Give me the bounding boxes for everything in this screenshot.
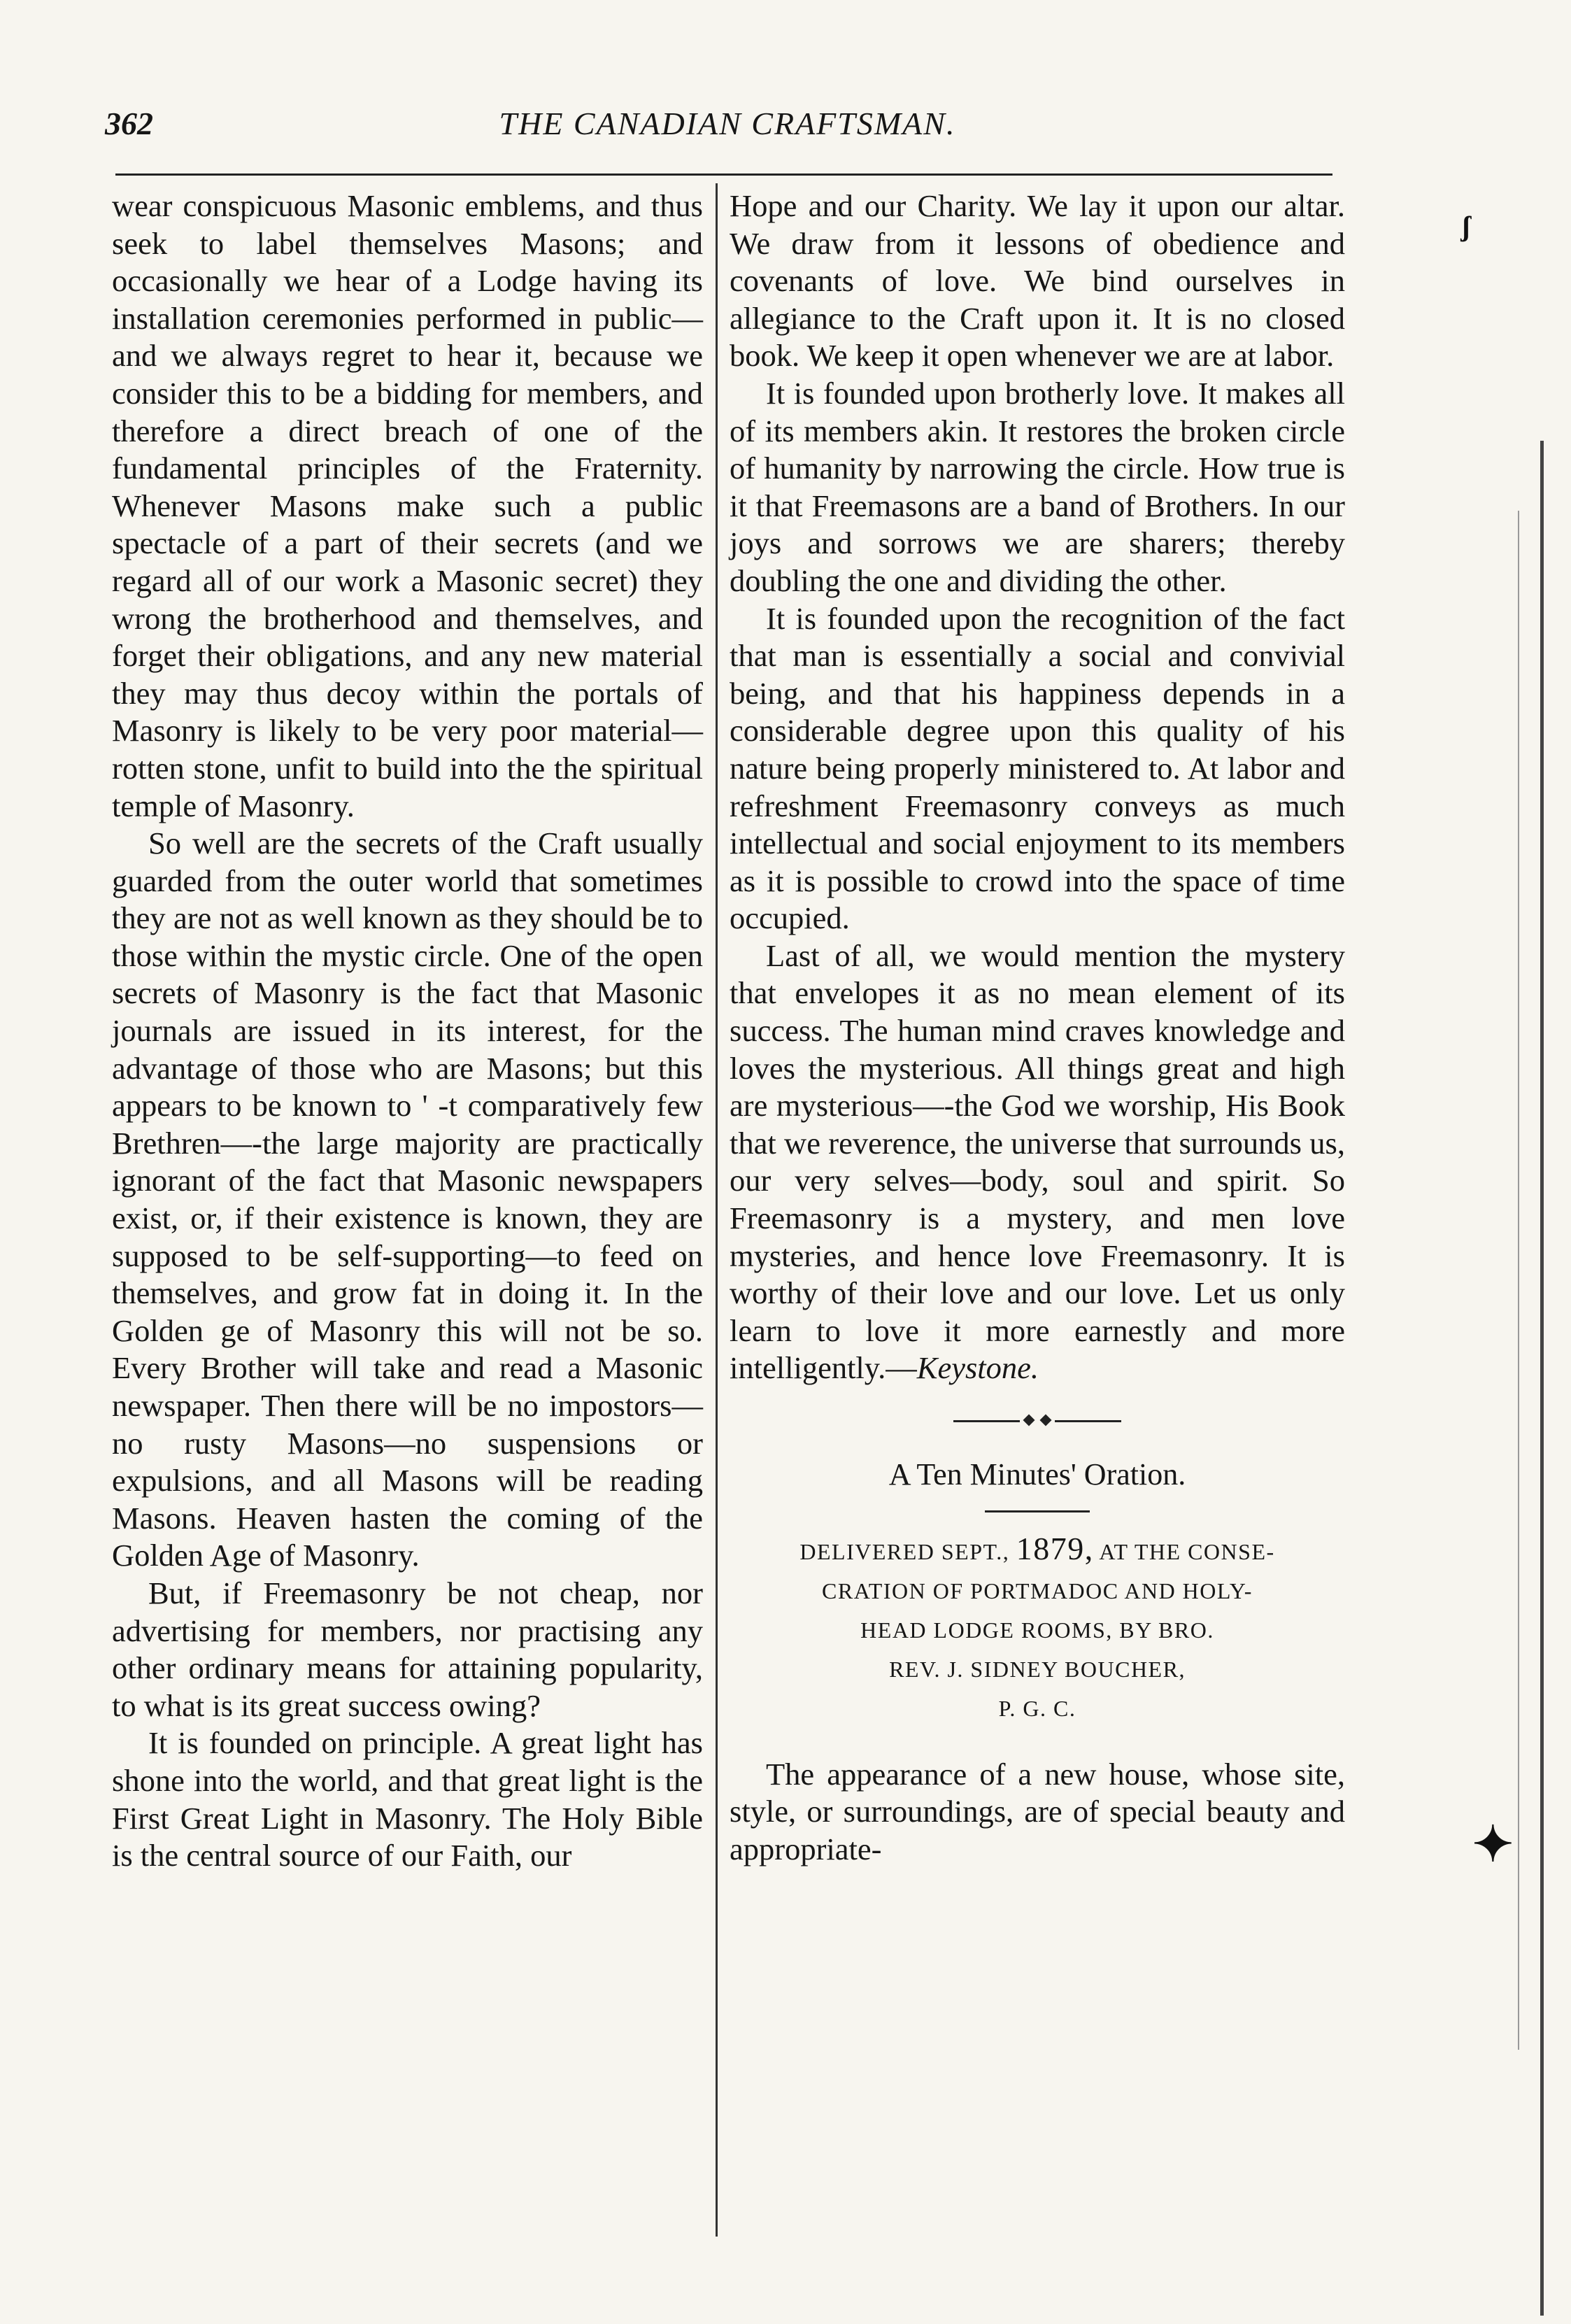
byline-line-5: P. G. C.: [998, 1695, 1076, 1721]
ink-blot-icon: ✦: [1472, 1818, 1514, 1872]
right-paragraph-4: [730, 937, 1345, 1387]
byline: [730, 1529, 1345, 1728]
right-column: [730, 187, 1345, 1868]
header-rule: [115, 173, 1332, 176]
section-rule: [985, 1510, 1090, 1512]
closing-paragraph: The appearance of a new house, whose site, style, or surroundings, are of special beauty and appropriate-: [730, 1756, 1345, 1866]
page-binding-edge: [1540, 441, 1544, 2316]
byline-line-3: HEAD LODGE ROOMS, BY BRO.: [860, 1617, 1214, 1643]
byline-line-2: CRATION OF PORTMADOC AND HOLY-: [822, 1578, 1253, 1603]
left-column: [112, 187, 703, 1875]
left-paragraph-3: But, if Freemasonry be not cheap, nor advertising for members, nor practising any other ordinary means for attaining popularity, to what is its great success owing?: [112, 1575, 703, 1723]
left-paragraph-4: It is founded on principle. A great light has shone into the world, and that great light is the First Great Light in Masonry. The Holy Bible is the central source of our Faith, our: [112, 1725, 703, 1873]
right-paragraph-3: It is founded upon the recognition of the fact that man is essentially a social and convivial being, and that his happiness depends in a considerable degree upon this quality of his nature being properly ministered to. At labor and refreshment Freemasonry conveys as much intellectual and social enjoyment to its members as it is possible to crowd into the space of time occupied.: [730, 600, 1345, 936]
right-paragraph-1: Hope and our Charity. We lay it upon our altar. We draw from it lessons of obedience and covenants of love. We bind ourselves in allegiance to the Craft upon it. It is no closed book. We keep it open whenever we are at labor.: [730, 188, 1345, 374]
left-paragraph-2: So well are the secrets of the Craft usually guarded from the outer world that sometimes they are not as well known as they should be to those within the mystic circle. One of the open secrets of Masonry is the fact that Masonic journals are issued in its interest, for the advantage of those who are Masons; but this appears to be known to ' -t comparatively few Brethren—-the large majority are practically ignorant of the fact that Masonic newspapers exist, or, if their existence is known, they are supposed to be self-supporting—to feed on themselves, and grow fat in doing it. In the Golden ge of Masonry this will not be so. Every Brother will take and read a Masonic newspaper. Then there will be no impostors—no rusty Masons—no suspensions or expulsions, and all Masons will be reading Masons. Heaven hasten the coming of the Golden Age of Masonry.: [112, 826, 703, 1573]
column-divider: [716, 183, 718, 2237]
right-paragraph-4-text: Last of all, we would mention the mystery that envelopes it as no mean element of its success. The human mind craves knowledge and loves the mysterious. All things great and high are mysterious—-the God we worship, His Book that we reverence, the universe that surrounds us, our very selves—body, soul and spirit. So Freemasonry is a mystery, and men love mysteries, and hence love Freemasonry. It is worthy of their love and our love. Let us only learn to love it more earnestly and more intelligently.—: [730, 937, 1345, 1386]
byline-year: 1879,: [1016, 1530, 1094, 1566]
byline-line-1: DELIVERED SEPT., 1879, AT THE CONSE-: [799, 1530, 1275, 1566]
section-title: A Ten Minutes' Oration.: [888, 1457, 1186, 1492]
attribution: Keystone.: [916, 1350, 1039, 1386]
right-paragraph-2: It is founded upon brotherly love. It makes all of its members akin. It restores the broken circle of humanity by narrowing the circle. How true is it that Freemasons are a band of Brothers. In our joys and sorrows we are sharers; thereby doubling the one and dividing the other.: [730, 375, 1345, 598]
page-number: 362: [105, 106, 153, 141]
left-paragraph-1: wear conspicuous Masonic emblems, and thus seek to label themselves Masons; and occasionally we hear of a Lodge having its installation ceremonies performed in public—and we always regret to hear it, because we consider this to be a bidding for members, and therefore a direct breach of one of the fundamental principles of the Fraternity. Whenever Masons make such a public spectacle of a part of their secrets (and we regard all of our work a Masonic secret) they wrong the brotherhood and themselves, and forget their obligations, and any new material they may thus decoy within the portals of Masonry is likely to be very poor material—rotten stone, unfit to build into the the spiritual temple of Masonry.: [112, 188, 703, 823]
page-header: [105, 105, 1350, 168]
journal-title: THE CANADIAN CRAFTSMAN.: [499, 106, 956, 141]
page-binding-shadow: [1518, 511, 1519, 2050]
section-ornament: [953, 1414, 1121, 1428]
margin-mark-icon: ʃ: [1462, 211, 1471, 242]
byline-line-4: REV. J. SIDNEY BOUCHER,: [889, 1656, 1186, 1682]
